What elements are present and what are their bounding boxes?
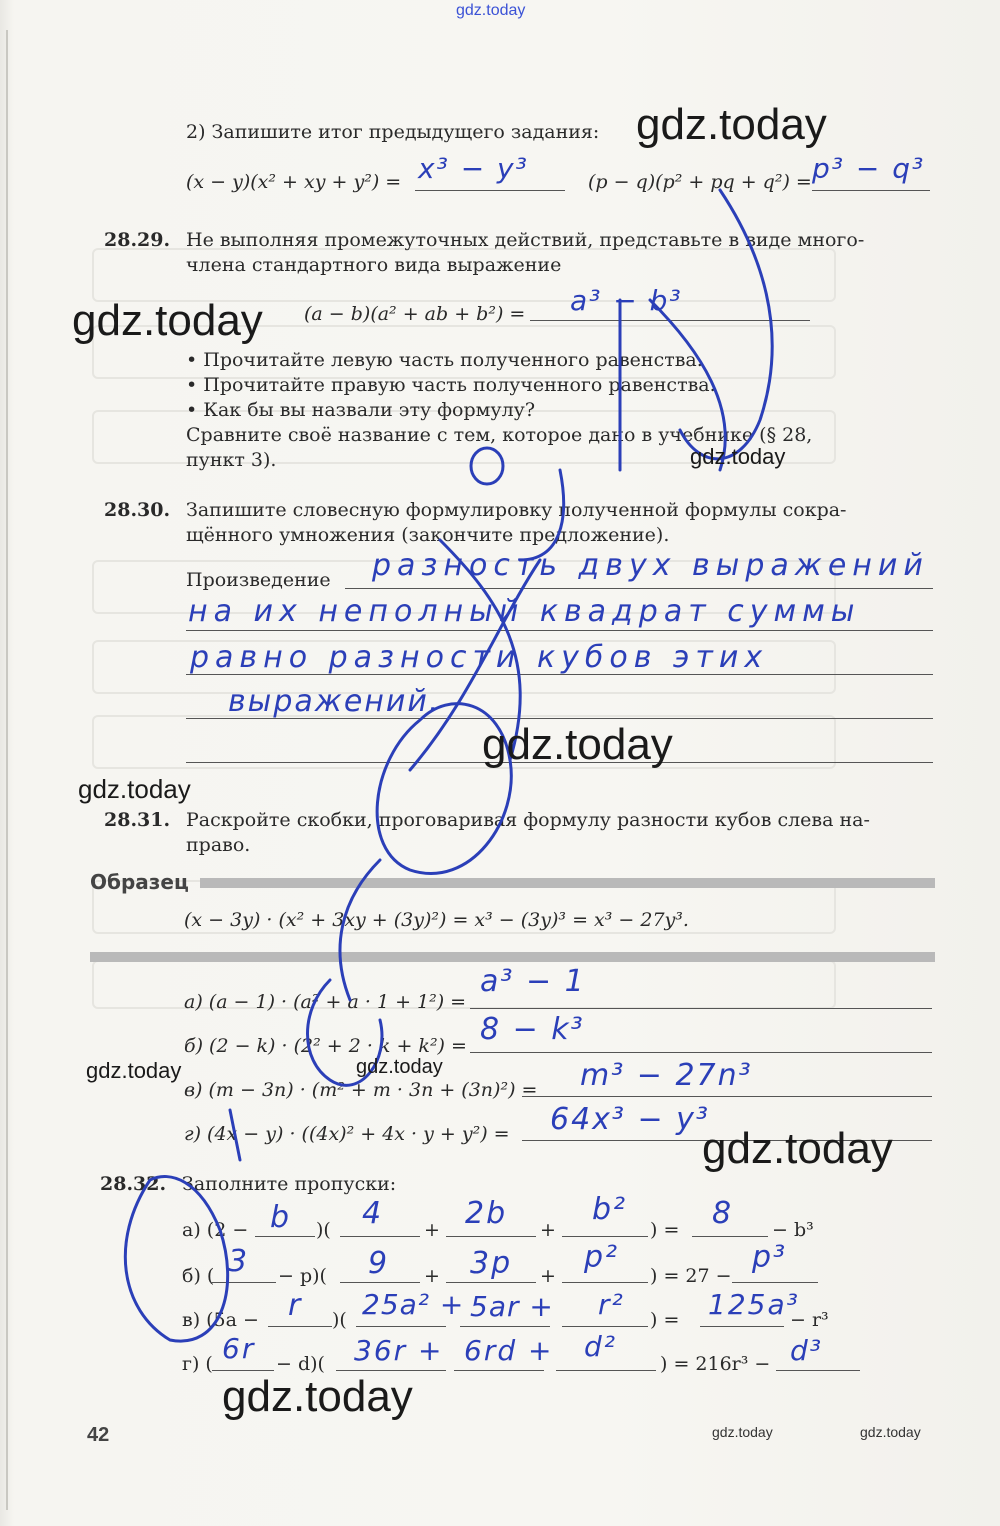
handwritten-fill: b bbox=[270, 1200, 292, 1235]
fill-row-b-label: б) ( bbox=[182, 1265, 215, 1287]
handwritten-fill: 25a² + bbox=[362, 1288, 465, 1321]
ink-circle bbox=[471, 448, 503, 484]
watermark: gdz.today bbox=[72, 296, 263, 345]
task-number: 28.30. bbox=[104, 499, 171, 521]
task-text: щённого умножения (закончите предложение). bbox=[186, 524, 670, 546]
watermark: gdz.today bbox=[86, 1058, 182, 1083]
handwritten-answer: m³ − 27n³ bbox=[580, 1058, 753, 1093]
handwritten-fill: d² bbox=[584, 1330, 617, 1363]
handwritten-line: выражений. bbox=[228, 684, 441, 719]
exercise-c: в) (m − 3n) · (m² + m · 3n + (3n)²) = bbox=[184, 1079, 538, 1101]
handwritten-answer: 8 − k³ bbox=[480, 1012, 585, 1047]
task-expression: (a − b)(a² + ab + b²) = bbox=[304, 303, 526, 325]
sentence-lead: Произведение bbox=[186, 569, 331, 591]
handwritten-answer: x³ − y³ bbox=[418, 152, 529, 185]
handwritten-line: равно разности кубов этих bbox=[190, 640, 769, 675]
bullet-text: • Как бы вы назвали эту формулу? bbox=[186, 399, 536, 421]
task-text: члена стандартного вида выражение bbox=[186, 254, 562, 276]
task-text: Не выполняя промежуточных действий, представьте в виде много- bbox=[186, 229, 865, 251]
ink-stroke bbox=[680, 190, 772, 459]
fill-row-c-label: в) (5a − bbox=[182, 1309, 259, 1331]
handwritten-fill: p³ bbox=[752, 1240, 788, 1275]
handwritten-fill: 4 bbox=[362, 1196, 384, 1231]
exercise-b: б) (2 − k) · (2² + 2 · k + k²) = bbox=[184, 1035, 467, 1057]
page-number: 42 bbox=[87, 1424, 110, 1446]
ink-stroke bbox=[520, 470, 564, 560]
prev-expr-2: (p − q)(p² + pq + q²) = bbox=[588, 171, 812, 193]
ink-strokes bbox=[125, 190, 772, 1341]
sample-label: Образец bbox=[90, 870, 189, 894]
fill-text: − r³ bbox=[790, 1309, 829, 1331]
exercise-a: а) (a − 1) · (a² + a · 1 + 1²) = bbox=[184, 991, 467, 1013]
watermark: gdz.today bbox=[636, 100, 827, 149]
handwritten-fill: 5ar + bbox=[470, 1290, 554, 1323]
handwritten-fill: 125a³ bbox=[708, 1288, 800, 1321]
handwritten-fill: 9 bbox=[368, 1246, 390, 1281]
watermark: gdz.today bbox=[690, 444, 786, 469]
watermark-top: gdz.today bbox=[456, 2, 526, 19]
watermark: gdz.today bbox=[356, 1056, 443, 1078]
task-text: Сравните своё название с тем, которое дано в учебнике (§ 28, bbox=[186, 424, 813, 446]
watermark: gdz.today bbox=[482, 720, 673, 769]
fill-text: )( bbox=[316, 1219, 331, 1241]
handwritten-fill: p² bbox=[584, 1240, 620, 1275]
task-number: 28.32. bbox=[100, 1173, 167, 1195]
fill-text: − d)( bbox=[276, 1353, 325, 1375]
handwritten-fill: 6r bbox=[222, 1332, 256, 1365]
handwritten-fill: 6rd + bbox=[464, 1334, 554, 1367]
handwritten-line: разность двух выражений bbox=[372, 548, 929, 583]
task-title: Заполните пропуски: bbox=[182, 1173, 397, 1195]
exercise-d: г) (4x − y) · ((4x)² + 4x · y + y²) = bbox=[184, 1123, 510, 1145]
fill-text: + bbox=[424, 1265, 440, 1287]
fill-text: ) = 27 − bbox=[650, 1265, 732, 1287]
handwritten-fill: r bbox=[288, 1288, 303, 1323]
fill-text: + bbox=[540, 1219, 556, 1241]
fill-text: − b³ bbox=[772, 1219, 814, 1241]
fill-text: ) = bbox=[650, 1219, 680, 1241]
handwritten-fill: 8 bbox=[712, 1196, 734, 1231]
fill-row-a-label: а) (2 − bbox=[182, 1219, 249, 1241]
bullet-text: • Прочитайте правую часть полученного равенства. bbox=[186, 374, 716, 396]
handwritten-fill: 3p bbox=[470, 1246, 513, 1281]
handwritten-fill: 3 bbox=[228, 1244, 250, 1279]
task-text: Запишите словесную формулировку полученной формулы сокра- bbox=[186, 499, 847, 521]
watermark: gdz.today bbox=[222, 1372, 413, 1421]
fill-text: ) = bbox=[650, 1309, 680, 1331]
handwritten-answer: p³ − q³ bbox=[812, 152, 926, 185]
fill-text: + bbox=[540, 1265, 556, 1287]
sample-expression: (x − 3y) · (x² + 3xy + (3y)²) = x³ − (3y)³ = x³ − 27y³. bbox=[184, 909, 689, 931]
watermark: gdz.today bbox=[712, 1424, 773, 1440]
handwritten-answer: 64x³ − y³ bbox=[550, 1102, 710, 1137]
fill-text: ) = 216r³ − bbox=[660, 1353, 771, 1375]
handwritten-fill: b² bbox=[592, 1192, 628, 1227]
fill-text: + bbox=[424, 1219, 440, 1241]
prev-expr-1: (x − y)(x² + xy + y²) = bbox=[186, 171, 402, 193]
handwritten-line: на их неполный квадрат суммы bbox=[188, 594, 861, 629]
handwritten-fill: d³ bbox=[790, 1334, 823, 1367]
ink-stroke bbox=[230, 1110, 240, 1160]
ink-loop bbox=[125, 1177, 227, 1342]
handwritten-fill: 36r + bbox=[354, 1334, 444, 1367]
handwritten-fill: r² bbox=[598, 1288, 625, 1321]
fill-text: )( bbox=[332, 1309, 347, 1331]
task-text: Раскройте скобки, проговаривая формулу разности кубов слева на- bbox=[186, 809, 870, 831]
watermark: gdz.today bbox=[78, 774, 191, 804]
task-number: 28.29. bbox=[104, 229, 171, 251]
task-text: право. bbox=[186, 834, 251, 856]
fill-row-d-label: г) ( bbox=[182, 1353, 213, 1375]
task-number: 28.31. bbox=[104, 809, 171, 831]
watermark: gdz.today bbox=[702, 1124, 893, 1173]
ink-stroke bbox=[340, 860, 380, 1000]
fill-text: − p)( bbox=[278, 1265, 327, 1287]
handwritten-answer: a³ − b³ bbox=[570, 284, 683, 317]
handwritten-fill: 2b bbox=[465, 1196, 508, 1231]
handwritten-answer: a³ − 1 bbox=[480, 964, 586, 999]
watermark: gdz.today bbox=[860, 1424, 921, 1440]
bullet-text: • Прочитайте левую часть полученного равенства. bbox=[186, 349, 703, 371]
prev-task-line: 2) Запишите итог предыдущего задания: bbox=[186, 121, 600, 143]
task-text: пункт 3). bbox=[186, 449, 277, 471]
